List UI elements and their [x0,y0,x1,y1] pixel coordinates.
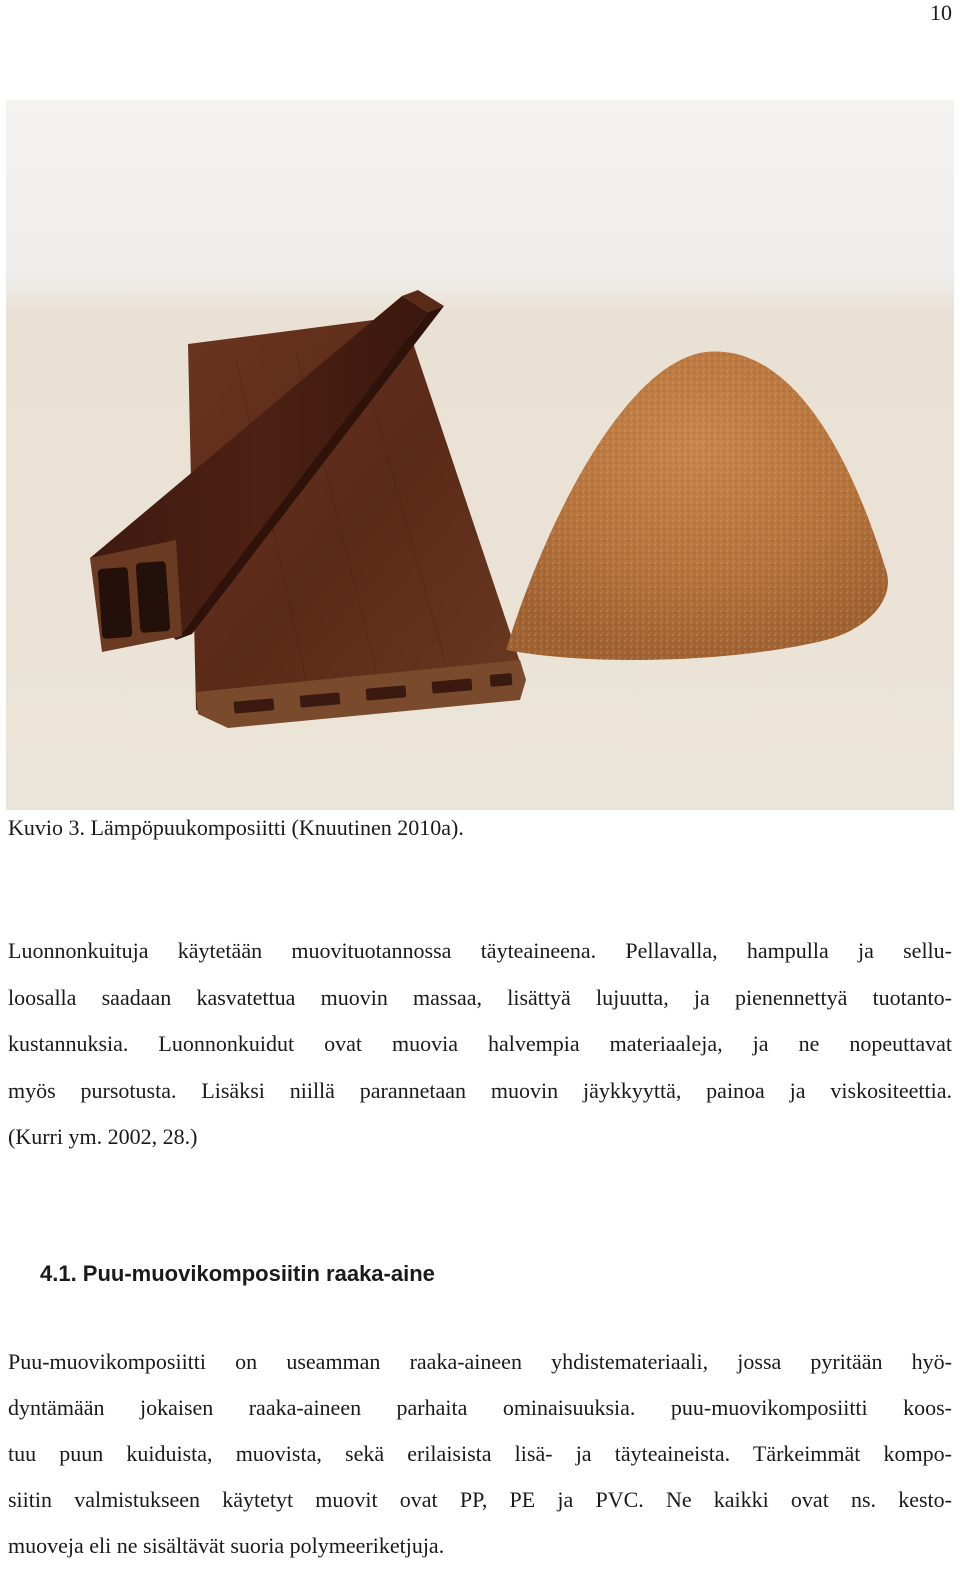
paragraph-line: (Kurri ym. 2002, 28.) [8,1124,198,1149]
section-heading: 4.1. Puu-muovikomposiitin raaka-aine [40,1261,435,1286]
figure-photo [6,100,954,810]
figure-caption: Kuvio 3. Lämpöpuukomposiitti (Knuutinen 2010a). [8,815,464,840]
paragraph-line: Puu-muovikomposiitti on useamman raaka-aineen yhdistemateriaali, jossa pyritään hyö- [8,1349,952,1374]
paragraph-raw-materials [8,1339,952,1569]
wood-plastic-composite-photo [6,100,954,810]
paragraph-line: muoveja eli ne sisältävät suoria polymeeriketjuja. [8,1533,445,1558]
paragraph-line: kustannuksia. Luonnonkuidut ovat muovia halvempia materiaaleja, ja ne nopeuttavat [8,1031,952,1056]
paragraph-line: dyntämään jokaisen raaka-aineen parhaita ominaisuuksia. puu-muovikomposiitti koos- [8,1395,952,1420]
paragraph-line: siitin valmistukseen käytetyt muovit ovat PP, PE ja PVC. Ne kaikki ovat ns. kesto- [8,1487,952,1512]
paragraph-line: loosalla saadaan kasvatettua muovin massaa, lisättyä lujuutta, ja pienennettyä tuotanto- [8,984,952,1010]
paragraph-natural-fibers [8,928,952,1161]
page-number: 10 [930,0,952,25]
paragraph-line: tuu puun kuiduista, muovista, sekä erilaisista lisä- ja täyteaineista. Tärkeimmät kompo- [8,1441,952,1466]
paragraph-line: Luonnonkuituja käytetään muovituotannossa täyteaineena. Pellavalla, hampulla ja sellu- [8,938,952,963]
paragraph-line: myös pursotusta. Lisäksi niillä parannetaan muovin jäykkyyttä, painoa ja viskositeettia. [8,1077,952,1103]
